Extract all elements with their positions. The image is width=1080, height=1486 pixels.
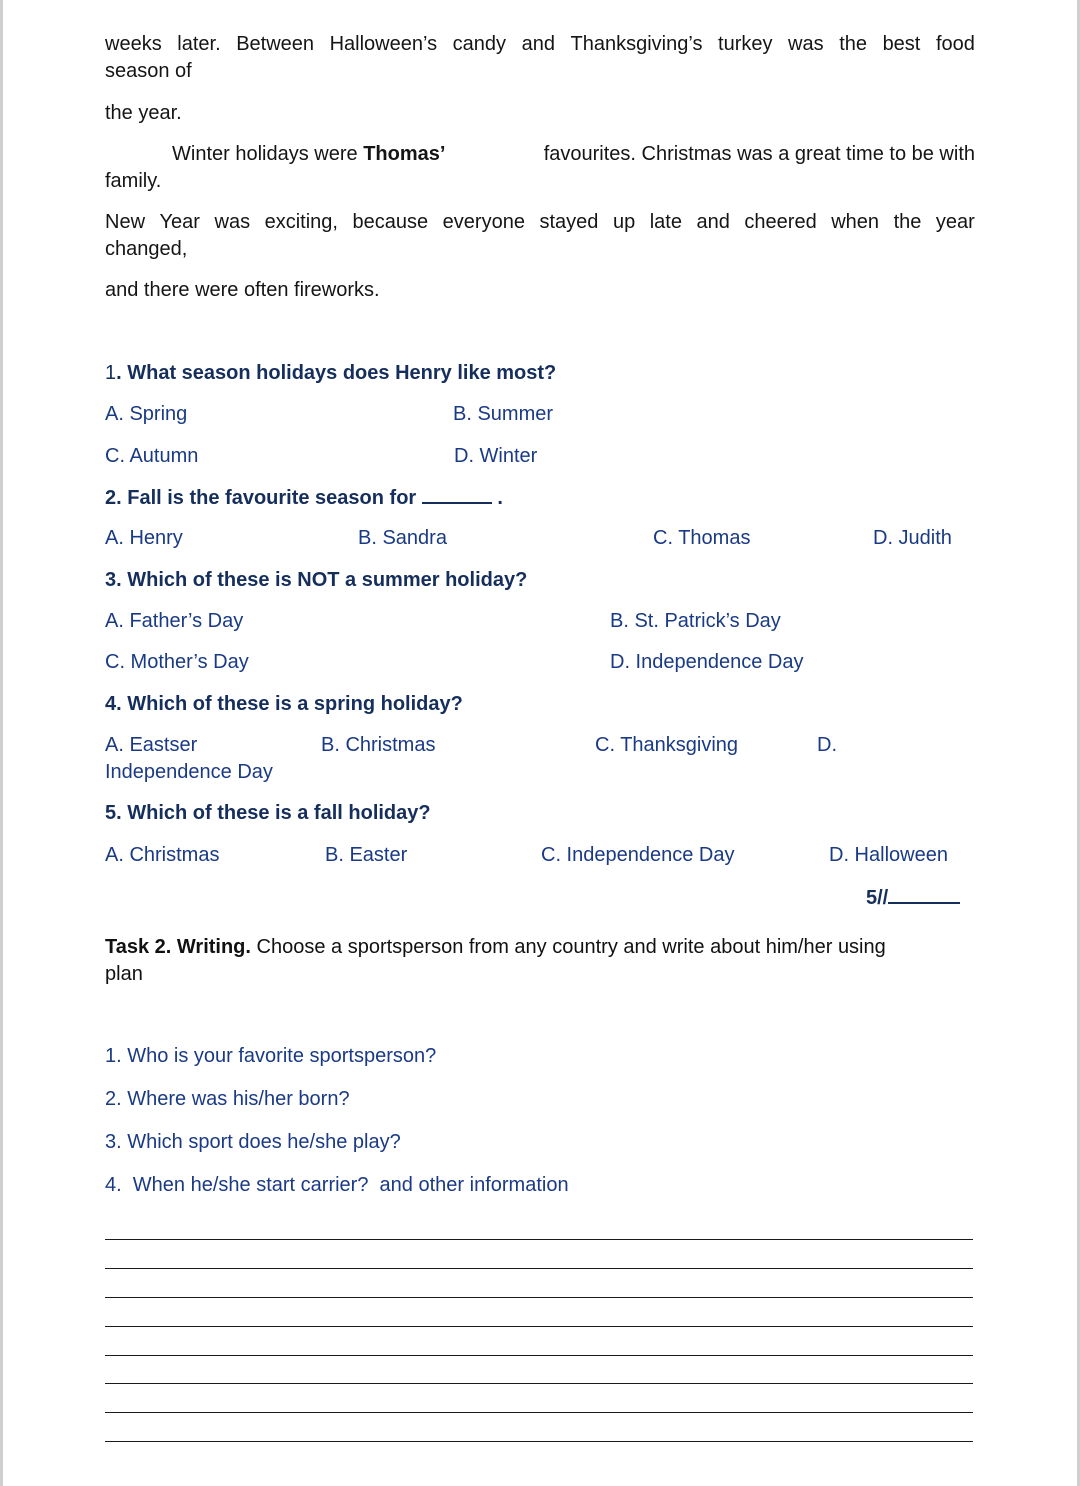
- question-1-text: . What season holidays does Henry like most?: [116, 362, 557, 384]
- plan-item-1: 1. Who is your favorite sportsperson?: [105, 1045, 437, 1067]
- writing-line[interactable]: [105, 1297, 973, 1298]
- story-line-1-word: best: [882, 33, 921, 55]
- q2-option-b[interactable]: B. Sandra: [358, 527, 447, 549]
- q3-option-a[interactable]: A. Father’s Day: [105, 610, 244, 632]
- story-line-6-word: cheered: [744, 211, 817, 233]
- q2-option-c[interactable]: C. Thomas: [653, 527, 751, 549]
- question-3-title: 3. Which of these is NOT a summer holiday?: [105, 569, 528, 591]
- writing-line[interactable]: [105, 1355, 973, 1356]
- story-line-1-word: Between: [236, 33, 315, 55]
- plan-item-2: 2. Where was his/her born?: [105, 1088, 350, 1110]
- q3-option-c[interactable]: C. Mother’s Day: [105, 651, 249, 673]
- story-line-6-word: year: [935, 211, 975, 233]
- plan-item-4: 4. When he/she start carrier? and other information: [105, 1174, 569, 1196]
- story-line-6-word: up: [612, 211, 636, 233]
- story-line-4: [105, 141, 975, 168]
- score-box: [866, 884, 960, 912]
- q4-option-b[interactable]: B. Christmas: [321, 734, 436, 756]
- q1-option-a[interactable]: A. Spring: [105, 403, 188, 425]
- story-line-6-word: when: [831, 211, 880, 233]
- story-line-8: and there were often fireworks.: [105, 279, 380, 301]
- q2-option-d[interactable]: D. Judith: [873, 527, 952, 549]
- question-1-number: 1: [105, 362, 117, 384]
- story-line-1-word: Halloween’s: [329, 33, 438, 55]
- story-line-4-pre: Winter holidays were: [172, 143, 358, 165]
- q5-option-a[interactable]: A. Christmas: [105, 844, 220, 866]
- story-line-1-word: the: [839, 33, 867, 55]
- question-2-text: 2. Fall is the favourite season for: [105, 487, 417, 509]
- q4-option-c[interactable]: C. Thanksgiving: [595, 734, 739, 756]
- story-line-3: the year.: [105, 102, 182, 124]
- q3-option-b[interactable]: B. St. Patrick’s Day: [610, 610, 781, 632]
- story-line-1-word: candy: [452, 33, 507, 55]
- score-blank: [888, 884, 960, 904]
- question-5-title: 5. Which of these is a fall holiday?: [105, 802, 431, 824]
- task2-instruction-cont: plan: [105, 963, 143, 985]
- q4-option-a[interactable]: A. Eastser: [105, 734, 198, 756]
- question-4-title: 4. Which of these is a spring holiday?: [105, 693, 463, 715]
- task2-instruction-text: Choose a sportsperson from any country and write about him/her using: [256, 936, 886, 958]
- task2-instruction: [105, 934, 886, 961]
- story-line-6-word: everyone: [442, 211, 525, 233]
- story-line-6-word: stayed: [539, 211, 599, 233]
- story-line-7: changed,: [105, 238, 188, 260]
- story-line-6-word: and: [696, 211, 730, 233]
- writing-line[interactable]: [105, 1383, 973, 1384]
- q5-option-d[interactable]: D. Halloween: [829, 844, 948, 866]
- q2-option-a[interactable]: A. Henry: [105, 527, 183, 549]
- question-1-title: [105, 360, 556, 387]
- q4-option-d[interactable]: D.: [817, 734, 837, 756]
- plan-item-3: 3. Which sport does he/she play?: [105, 1131, 401, 1153]
- story-line-6-word: New: [105, 211, 146, 233]
- writing-line[interactable]: [105, 1326, 973, 1327]
- task2-label: Task 2. Writing.: [105, 936, 251, 958]
- story-line-6-word: was: [214, 211, 251, 233]
- story-line-1-word: food: [935, 33, 975, 55]
- score-label: 5//: [866, 887, 889, 909]
- writing-line[interactable]: [105, 1268, 973, 1269]
- story-line-5: family.: [105, 170, 162, 192]
- q5-option-b[interactable]: B. Easter: [325, 844, 408, 866]
- story-line-1-word: was: [788, 33, 824, 55]
- story-line-6-word: the: [893, 211, 922, 233]
- q5-option-c[interactable]: C. Independence Day: [541, 844, 735, 866]
- writing-line[interactable]: [105, 1412, 973, 1413]
- question-2-title: [105, 484, 503, 512]
- story-line-6-word: exciting,: [264, 211, 338, 233]
- story-line-1-word: and: [521, 33, 555, 55]
- story-line-1-word: turkey: [718, 33, 773, 55]
- answer-blank: [422, 484, 492, 504]
- story-line-6-word: Year: [159, 211, 200, 233]
- story-line-6-word: late: [649, 211, 682, 233]
- story-line-6: [105, 209, 975, 236]
- story-name-bold: Thomas’: [363, 143, 446, 165]
- question-2-period: .: [497, 487, 503, 509]
- q3-option-d[interactable]: D. Independence Day: [610, 651, 804, 673]
- q1-option-b[interactable]: B. Summer: [453, 403, 554, 425]
- q4-option-d-continued[interactable]: Independence Day: [105, 761, 273, 783]
- story-line-2: season of: [105, 60, 192, 82]
- story-line-1-word: weeks: [105, 33, 162, 55]
- writing-line[interactable]: [105, 1441, 973, 1442]
- story-line-6-word: because: [352, 211, 429, 233]
- story-line-1-word: Thanksgiving’s: [570, 33, 703, 55]
- page-edge-left: [0, 0, 3, 1486]
- writing-line[interactable]: [105, 1239, 973, 1240]
- q1-option-d[interactable]: D. Winter: [454, 445, 538, 467]
- story-line-4-start: [105, 141, 445, 168]
- story-line-1-word: later.: [177, 33, 221, 55]
- story-line-4-post: favourites. Christmas was a great time to be with: [543, 143, 975, 165]
- story-line-1: [105, 31, 975, 58]
- q1-option-c[interactable]: C. Autumn: [105, 445, 199, 467]
